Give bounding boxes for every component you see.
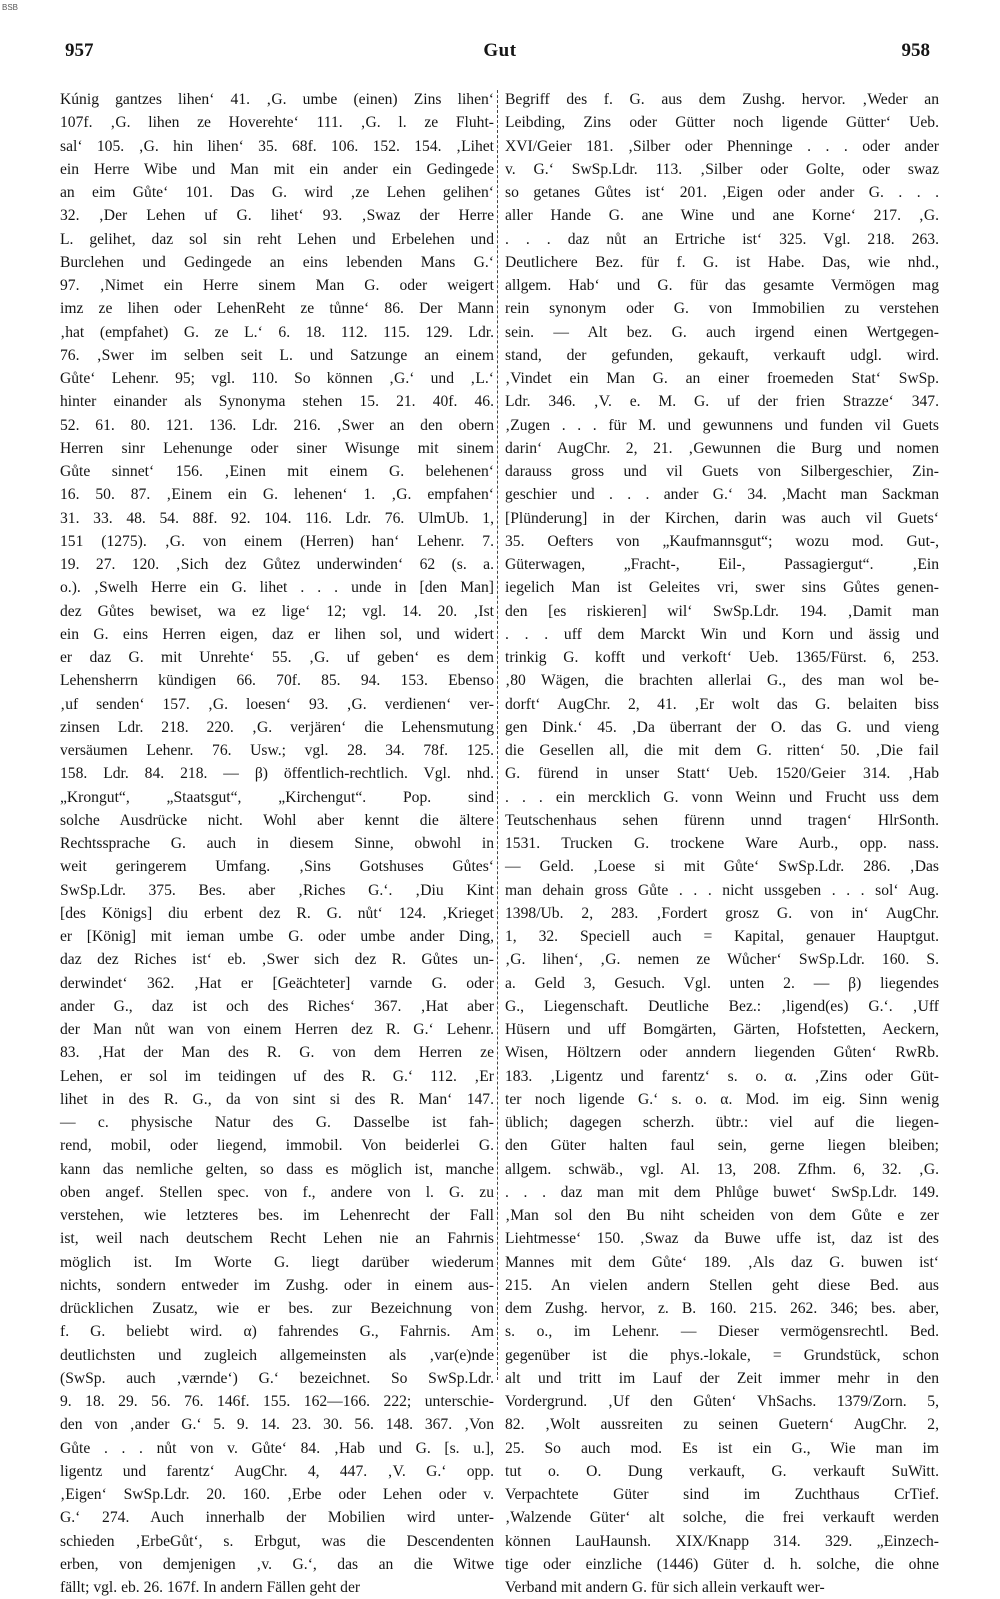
text-line: Verband mit andern G. für sich allein verkauft wer-: [505, 1579, 825, 1596]
text-line: Herren sinr Lehenunge oder siner Wisunge mit sinem: [60, 439, 494, 457]
text-line: üblich; dagegen scherzh. übtr.: viel auf die liegen-: [505, 1114, 939, 1131]
text-line: rein synonym oder G. von Immobilien zu verstehen: [505, 300, 939, 318]
text-line: ‚Vindet ein Man G. an einer froemeden Stat‘ SwSp.: [505, 370, 939, 387]
text-line: an eim Gůte‘ 101. Das G. wird ‚ze Lehen gelihen‘: [60, 184, 494, 201]
text-line: „Krongut“, „Staatsgut“, „Kirchengut“. Pop. sind: [60, 788, 494, 806]
text-line: weit geringerem Umfang. ‚Sins Gotshuses Gůtes‘: [60, 858, 494, 876]
text-line: 16. 50. 87. ‚Einem ein G. lehenen‘ 1. ‚G. empfahen‘: [60, 486, 494, 504]
text-line: 19. 27. 120. ‚Sich dez Gůtez underwinden‘ 62 (s. a.: [60, 556, 494, 573]
text-line: 1531. Trucken G. trockene Ware Aurb., opp. nass.: [505, 835, 939, 852]
text-line: möglich ist. Im Worte G. liegt darüber wiederum: [60, 1253, 494, 1271]
text-line: allgem. Hab‘ und G. für das gesamte Vermögen mag: [505, 277, 939, 294]
text-line: 76. ‚Swer im selben seit L. und Satzunge an einem: [60, 346, 494, 364]
text-line: iegelich Man ist Geleites vri, swer sins Gůtes genen-: [505, 579, 939, 597]
text-line: Kúnig gantzes lihen‘ 41. ‚G. umbe (einen) Zins lihen‘: [60, 91, 494, 108]
text-line: man dehain gross Gůte . . . nicht ussgeben . . . sol‘ Aug.: [505, 881, 939, 899]
text-line: Lehensherrn kündigen 66. 70f. 85. 94. 153. Ebenso: [60, 672, 494, 690]
text-line: Hüsern und uff Bomgärten, Gärten, Hofstetten, Aeckern,: [505, 1021, 939, 1038]
text-line: Deutlichere Bez. für f. G. ist Habe. Das, wie nhd.,: [505, 253, 939, 271]
text-line: rend, mobil, oder liegend, immobil. Von beiderlei G.: [60, 1137, 494, 1155]
text-line: Verpachtete Güter sind im Zuchthaus CrTief.: [505, 1486, 939, 1503]
text-line: dez Gůtes bewiset, wa ez lige‘ 12; vgl. 14. 20. ‚Ist: [60, 602, 494, 620]
text-line: Güterwagen, „Fracht-, Eil-, Passagiergut“. ‚Ein: [505, 556, 939, 573]
text-line: Lehen, er sol im teidingen uf des R. G.‘ 112. ‚Er: [60, 1067, 494, 1085]
text-line: — c. physische Natur des G. Dasselbe ist fah-: [60, 1114, 494, 1131]
text-line: die Gesellen all, die mit dem G. ritten‘ 50. ‚Die fail: [505, 742, 939, 759]
text-line: . . . uff dem Marckt Win und Korn und ässig und: [505, 625, 939, 643]
text-line: Liehtmesse‘ 150. ‚Swaz da Buwe uffe ist, daz ist des: [505, 1230, 939, 1248]
text-line: imz ze lihen oder LehenReht ze tůnne‘ 86. Der Mann: [60, 300, 494, 318]
text-line: 82. ‚Wolt aussreiten zu seinen Guetern‘ AugChr. 2,: [505, 1416, 939, 1434]
text-line: er [König] mit ieman umbe G. oder umbe ander Ding,: [60, 928, 494, 945]
text-line: v. G.‘ SwSp.Ldr. 113. ‚Silber oder Golte, oder swaz: [505, 160, 939, 178]
text-line: sein. — Alt bez. G. auch irgend einen Wertgegen-: [505, 323, 939, 341]
text-line: den von ‚ander G.‘ 5. 9. 14. 23. 30. 56. 148. 367. ‚Von: [60, 1416, 494, 1434]
text-line: ander G., daz ist och des Riches‘ 367. ‚Hat aber: [60, 997, 494, 1015]
text-line: Gůte . . . nůt von v. Gůte‘ 84. ‚Hab und G. [s. u.],: [60, 1439, 494, 1457]
text-line: Teutschenhaus sehen fürenn unnd tragen‘ HlrSonth.: [505, 811, 939, 829]
text-line: s. o., im Lehenr. — Dieser vermögensrechtl. Bed.: [505, 1323, 939, 1341]
text-line: ligentz und farentz‘ AugChr. 4, 447. ‚V. G.‘ opp.: [60, 1462, 494, 1480]
page-number-left: 957: [65, 40, 94, 61]
text-line: stand, der gefunden, gekauft, verkauft udgl. wird.: [505, 346, 939, 364]
text-line: a. Geld 3, Gesuch. Vgl. unten 2. — β) liegendes: [505, 974, 939, 992]
column-divider: [497, 90, 498, 1380]
text-line: 1398/Ub. 2, 283. ‚Fordert grosz G. von in‘ AugChr.: [505, 904, 939, 922]
right-column: [505, 88, 939, 1599]
text-line: ein Herre Wibe und Man mit ein ander ein Gedingede: [60, 160, 494, 178]
text-line: hinter einander als Synonyma stehen 15. 21. 40f. 46.: [60, 393, 494, 411]
page-title: Gut: [483, 40, 517, 61]
text-line: dem Zushg. hervor, z. B. 160. 215. 262. 346; bes. aber,: [505, 1300, 939, 1317]
text-line: G.‘ 274. Auch innerhalb der Mobilien wird unter-: [60, 1509, 494, 1527]
text-line: 107f. ‚G. lihen ze Hoverehte‘ 111. ‚G. l. ze Fluht-: [60, 114, 494, 132]
text-line: so getanes Gůtes ist‘ 201. ‚Eigen oder ander G. . . .: [505, 184, 939, 201]
text-line: ‚Eigen‘ SwSp.Ldr. 20. 160. ‚Erbe oder Lehen oder v.: [60, 1486, 494, 1503]
text-line: XVI/Geier 181. ‚Silber oder Phenninge . . . oder ander: [505, 137, 939, 155]
text-line: ‚80 Wägen, die brachten allerlai G., des man wol be-: [505, 672, 939, 690]
text-line: ein G. eins Herren eigen, daz er lihen sol, und widert: [60, 625, 494, 643]
text-line: trinkig G. kofft und verkoft‘ Ueb. 1365/Fürst. 6, 253.: [505, 649, 939, 666]
text-line: ‚Man sol den Bu niht scheiden von dem Gůte e zer: [505, 1207, 939, 1224]
text-line: . . . daz man mit dem Phlůge buwet‘ SwSp.Ldr. 149.: [505, 1183, 939, 1201]
page-header: [60, 40, 940, 70]
text-line: Mannes mit dem Gůte‘ 189. ‚Als daz G. buwen ist‘: [505, 1253, 939, 1271]
text-line: 9. 18. 29. 56. 76. 146f. 155. 162—166. 222; unterschie-: [60, 1393, 494, 1410]
text-line: ist, weil nach deutschem Recht Lehen nie an Fahrnis: [60, 1230, 494, 1248]
text-line: solche Ausdrücke nicht. Wohl aber kennt die ältere: [60, 811, 494, 829]
text-line: 32. ‚Der Lehen uf G. lihet‘ 93. ‚Swaz der Herre: [60, 207, 494, 225]
text-line: ‚Zugen . . . für M. und gewunnens und funden vil Guets: [505, 416, 939, 434]
text-line: erben, von demjenigen ‚v. G.‘, das an die Witwe: [60, 1555, 494, 1573]
text-line: o.). ‚Swelh Herre ein G. lihet . . . unde in [den Man]: [60, 579, 494, 597]
text-line: ‚uf senden‘ 157. ‚G. loesen‘ 93. ‚G. verdienen‘ ver-: [60, 695, 494, 713]
text-line: kann das nemliche gelten, so dass es möglich ist, manche: [60, 1160, 494, 1178]
text-line: deutlichsten und zugleich allgemeinsten als ‚var(e)nde: [60, 1346, 494, 1364]
text-line: Gůte sinnet‘ 156. ‚Einen mit einem G. belehenen‘: [60, 463, 494, 480]
text-line: verstehen, wie letzteres bes. im Lehenrecht der Fall: [60, 1207, 494, 1224]
text-line: SwSp.Ldr. 375. Bes. aber ‚Riches G.‘. ‚Diu Kint: [60, 881, 494, 899]
page-number-right: 958: [901, 40, 930, 61]
text-line: tige oder einzliche (1446) Güter d. h. solche, die ohne: [505, 1555, 939, 1573]
text-line: Gůte‘ Lehenr. 95; vgl. 110. So können ‚G.‘ und ‚L.‘: [60, 370, 494, 387]
text-line: lihet in des R. G., da von sint si des R. Man‘ 147.: [60, 1090, 494, 1108]
text-line: derwindet‘ 362. ‚Hat er [Geächteter] varnde G. oder: [60, 974, 494, 992]
text-line: Rechtssprache G. auch in diesem Sinne, obwohl in: [60, 835, 494, 852]
text-line: 83. ‚Hat der Man des R. G. von dem Herren ze: [60, 1044, 494, 1062]
text-line: nichts, sondern entweder im Zushg. oder in einem aus-: [60, 1276, 494, 1294]
text-line: alt und tritt im Lauf der Zeit immer mehr in den: [505, 1369, 939, 1387]
text-line: den Güter halten faul sein, gerne liegen bleiben;: [505, 1137, 939, 1155]
text-line: ter noch ligende G.‘ s. o. α. Mod. im eig. Sinn wenig: [505, 1090, 939, 1108]
text-line: Burclehen und Gedingede an eins lebenden Mans G.‘: [60, 253, 494, 271]
text-line: 35. Oefters von „Kaufmannsgut“; wozu mod. Gut-,: [505, 532, 939, 550]
text-line: fällt; vgl. eb. 26. 167f. In andern Fällen geht der: [60, 1579, 361, 1596]
text-line: Wisen, Höltzern oder anndern liegenden Gůten‘ RwRb.: [505, 1044, 939, 1062]
text-line: 158. Ldr. 84. 218. — β) öffentlich-rechtlich. Vgl. nhd.: [60, 765, 494, 783]
text-line: tut o. O. Dung verkauft, G. verkauft SuWitt.: [505, 1462, 939, 1480]
text-line: — Geld. ‚Loese si mit Gůte‘ SwSp.Ldr. 286. ‚Das: [505, 858, 939, 876]
text-line: versäumen Lehenr. 76. Usw.; vgl. 28. 34. 78f. 125.: [60, 742, 494, 759]
text-line: 25. So auch mod. Es ist ein G., Wie man im: [505, 1439, 939, 1457]
text-line: allgem. schwäb., vgl. Al. 13, 208. Zfhm. 6, 32. ‚G.: [505, 1160, 939, 1178]
text-line: (SwSp. auch ‚værnde‘) G.‘ bezeichnet. So SwSp.Ldr.: [60, 1369, 494, 1387]
text-line: ‚G. lihen‘, ‚G. nemen ze Wůcher‘ SwSp.Ldr. 160. S.: [505, 951, 939, 969]
text-line: 52. 61. 80. 121. 136. Ldr. 216. ‚Swer an den obern: [60, 416, 494, 434]
text-line: den [es riskieren] wil‘ SwSp.Ldr. 194. ‚Damit man: [505, 602, 939, 620]
text-line: . . . ein mercklich G. vonn Weinn und Frucht uss dem: [505, 788, 939, 806]
text-line: darin‘ AugChr. 2, 21. ‚Gewunnen die Burg und nomen: [505, 439, 939, 457]
text-line: [des Königs] diu erbent dez R. G. nůt‘ 124. ‚Krieget: [60, 904, 494, 922]
text-line: 31. 33. 48. 54. 88f. 92. 104. 116. Ldr. 76. UlmUb. 1,: [60, 509, 494, 527]
text-line: 97. ‚Nimet ein Herre sinem Man G. oder weigert: [60, 277, 494, 294]
text-line: dorft‘ AugChr. 2, 41. ‚Er wolt das G. belaiten biss: [505, 695, 939, 713]
text-line: gen Dink.‘ 45. ‚Da überrant der O. das G. und vieng: [505, 718, 939, 736]
library-stamp: BSB: [2, 3, 19, 12]
text-line: Ldr. 346. ‚V. e. M. G. uf der frien Strazze‘ 347.: [505, 393, 939, 411]
text-line: er daz G. mit Unrehte‘ 55. ‚G. uf geben‘ es dem: [60, 649, 494, 666]
text-line: drücklichen Zusatz, wie er bes. zur Bezeichnung von: [60, 1300, 494, 1317]
text-line: L. gelihet, daz sol sin reht Lehen und Erbelehen und: [60, 230, 494, 248]
text-line: 1, 32. Speciell auch = Kapital, genauer Hauptgut.: [505, 928, 939, 945]
text-line: . . . daz nůt an Ertriche ist‘ 325. Vgl. 218. 263.: [505, 230, 939, 248]
text-line: 183. ‚Ligentz und farentz‘ s. o. α. ‚Zins oder Güt-: [505, 1067, 939, 1085]
text-line: Leibding, Zins oder Gütter noch ligende Gütter‘ Ueb.: [505, 114, 939, 132]
text-line: ‚hat (empfahet) G. ze L.‘ 6. 18. 112. 115. 129. Ldr.: [60, 323, 494, 341]
text-line: oben angef. Stellen spec. von f., andere von l. G. zu: [60, 1183, 494, 1201]
text-line: daz dez Riches ist‘ eb. ‚Swer sich dez R. Gůtes un-: [60, 951, 494, 969]
text-line: ‚Walzende Güter‘ alt solche, die frei verkauft werden: [505, 1509, 939, 1527]
text-line: Vordergrund. ‚Uf den Gůten‘ VhSachs. 1379/Zorn. 5,: [505, 1393, 939, 1410]
text-line: der Man nůt wan von einem Herren dez R. G.‘ Lehenr.: [60, 1021, 494, 1038]
text-line: schieden ‚ErbeGůt‘, s. Erbgut, was die Descendenten: [60, 1532, 494, 1550]
text-line: geschier und . . . ander G.‘ 34. ‚Macht man Sackman: [505, 486, 939, 504]
text-line: Begriff des f. G. aus dem Zushg. hervor. ‚Weder an: [505, 91, 939, 108]
text-line: aller Hande G. ane Wine und ane Korne‘ 217. ‚G.: [505, 207, 939, 225]
text-line: 215. An vielen andern Stellen geht diese Bed. aus: [505, 1276, 939, 1294]
text-line: gegenüber ist die phys.-lokale, = Grundstück, schon: [505, 1346, 939, 1364]
text-line: G. fürend in unser Statt‘ Ueb. 1520/Geier 314. ‚Hab: [505, 765, 939, 783]
text-line: G., Liegenschaft. Deutliche Bez.: ‚ligend(es) G.‘. ‚Uff: [505, 997, 939, 1015]
text-line: können LauHaunsh. XIX/Knapp 314. 329. „Einzech-: [505, 1532, 939, 1550]
text-line: 151 (1275). ‚G. von einem (Herren) han‘ Lehenr. 7.: [60, 532, 494, 550]
text-line: f. G. beliebt wird. α) fahrendes G., Fahrnis. Am: [60, 1323, 494, 1341]
text-line: zinsen Ldr. 218. 220. ‚G. verjären‘ die Lehensmutung: [60, 718, 494, 736]
text-line: [Plünderung] in der Kirchen, darin was auch vil Guets‘: [505, 509, 939, 527]
text-line: darauss gross und vil Guets von Silbergeschier, Zin-: [505, 463, 939, 480]
left-column: [60, 88, 494, 1599]
text-line: sal‘ 105. ‚G. hin lihen‘ 35. 68f. 106. 152. 154. ‚Lihet: [60, 137, 494, 155]
